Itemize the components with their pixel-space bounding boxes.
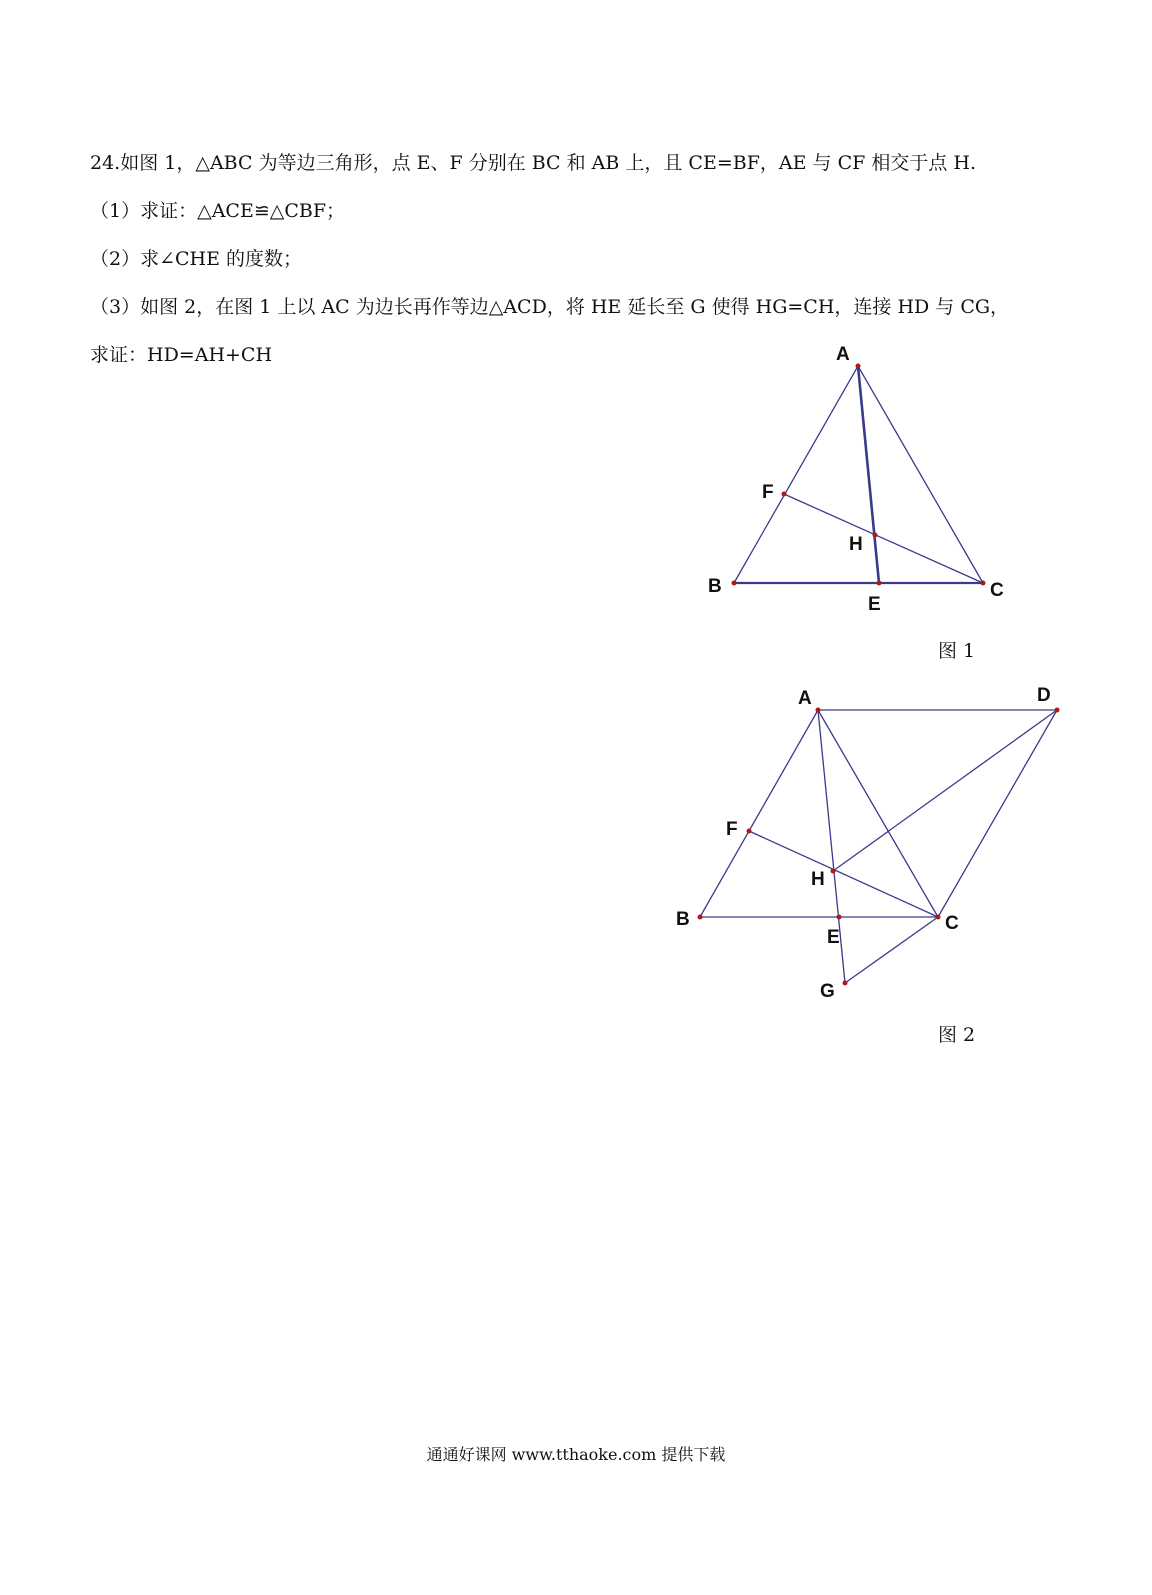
point-A: [816, 708, 821, 713]
segment-CF: [749, 831, 938, 917]
question-title: 24.如图 1，△ABC 为等边三角形，点 E、F 分别在 BC 和 AB 上，且 CE=BF，AE 与 CF 相交于点 H.: [90, 152, 976, 174]
point-F: [747, 829, 752, 834]
label-F: F: [726, 819, 738, 840]
figure-1-diagram: [690, 330, 1050, 620]
segment-AB: [700, 710, 818, 917]
question-part-2: （2）求∠CHE 的度数；: [90, 248, 303, 270]
label-G: G: [820, 981, 835, 1002]
segment-HD: [833, 710, 1057, 871]
label-E: E: [868, 594, 881, 615]
point-A: [856, 364, 861, 369]
label-B: B: [676, 909, 690, 930]
point-B: [732, 581, 737, 586]
point-D: [1055, 708, 1060, 713]
label-C: C: [990, 580, 1004, 601]
segment-AB: [734, 366, 858, 583]
point-C: [936, 915, 941, 920]
footer-source: 通通好课网 www.tthaoke.com 提供下载: [426, 1445, 726, 1464]
label-H: H: [849, 534, 863, 555]
segment-CF: [784, 494, 983, 583]
point-C: [981, 581, 986, 586]
label-E: E: [827, 927, 840, 948]
figure-1-caption: 图 1: [938, 640, 976, 662]
point-E: [877, 581, 882, 586]
label-A: A: [836, 344, 850, 365]
label-B: B: [708, 576, 722, 597]
question-part-3: （3）如图 2，在图 1 上以 AC 为边长再作等边△ACD，将 HE 延长至 G 使得 HG=CH，连接 HD 与 CG，: [90, 296, 1010, 318]
label-C: C: [945, 913, 959, 934]
label-H: H: [811, 869, 825, 890]
point-H: [831, 869, 836, 874]
segment-CD: [938, 710, 1057, 917]
figure-2-caption: 图 2: [938, 1024, 976, 1046]
point-F: [782, 492, 787, 497]
point-B: [698, 915, 703, 920]
label-D: D: [1037, 685, 1051, 706]
segment-CG: [845, 917, 938, 983]
point-H: [873, 533, 878, 538]
label-F: F: [762, 482, 774, 503]
question-part-3-conclusion: 求证：HD=AH+CH: [90, 344, 273, 366]
figure-2-diagram: [660, 670, 1100, 1010]
question-part-1: （1）求证：△ACE≌△CBF；: [90, 200, 346, 222]
label-A: A: [798, 688, 812, 709]
point-E: [837, 915, 842, 920]
point-G: [843, 981, 848, 986]
